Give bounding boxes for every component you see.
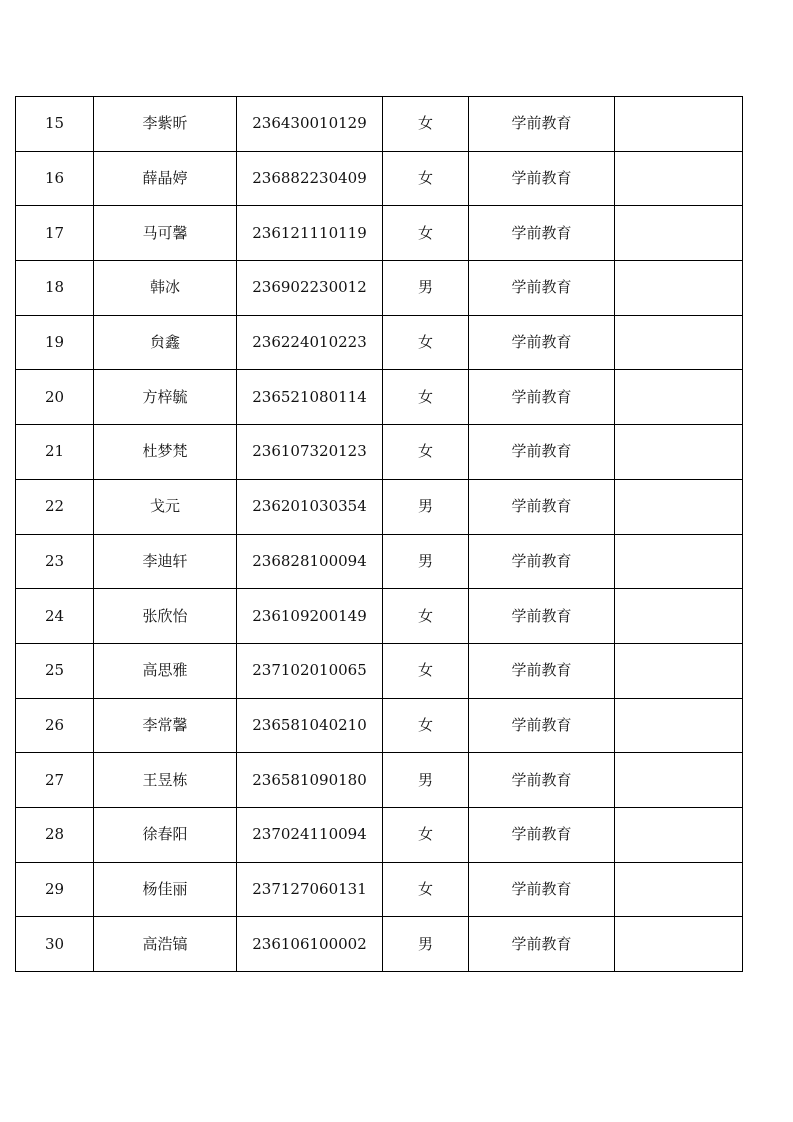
student-gender: 男 [383,479,469,534]
student-name: 王昱栋 [94,753,237,808]
student-name: 戈元 [94,479,237,534]
table-row [16,370,743,425]
row-number: 26 [16,698,94,753]
student-gender: 女 [383,97,469,152]
student-name: 李紫昕 [94,97,237,152]
row-number: 27 [16,753,94,808]
student-name: 薛晶婷 [94,151,237,206]
student-name: 李迪轩 [94,534,237,589]
table-row [16,807,743,862]
student-id: 236121110119 [237,206,383,261]
student-gender: 男 [383,753,469,808]
student-gender: 女 [383,206,469,261]
row-number: 30 [16,917,94,972]
student-id: 236430010129 [237,97,383,152]
table-row [16,753,743,808]
row-number: 23 [16,534,94,589]
student-note [615,753,743,808]
student-id: 236224010223 [237,315,383,370]
student-major: 学前教育 [469,807,615,862]
student-name: 高思雅 [94,643,237,698]
student-major: 学前教育 [469,425,615,480]
student-note [615,370,743,425]
table-row [16,261,743,316]
table-row [16,206,743,261]
student-note [615,479,743,534]
student-name: 贠鑫 [94,315,237,370]
student-gender: 女 [383,589,469,644]
student-note [615,151,743,206]
student-gender: 男 [383,261,469,316]
student-gender: 女 [383,315,469,370]
row-number: 28 [16,807,94,862]
student-major: 学前教育 [469,206,615,261]
student-note [615,315,743,370]
student-major: 学前教育 [469,862,615,917]
student-id: 236106100002 [237,917,383,972]
student-name: 张欣怡 [94,589,237,644]
student-note [615,425,743,480]
student-name: 李常馨 [94,698,237,753]
table-row [16,534,743,589]
student-major: 学前教育 [469,698,615,753]
table-row [16,315,743,370]
student-major: 学前教育 [469,753,615,808]
row-number: 19 [16,315,94,370]
student-id: 236828100094 [237,534,383,589]
student-name: 韩冰 [94,261,237,316]
row-number: 17 [16,206,94,261]
student-gender: 女 [383,698,469,753]
student-major: 学前教育 [469,589,615,644]
table-row [16,917,743,972]
student-major: 学前教育 [469,479,615,534]
student-id: 236581090180 [237,753,383,808]
student-major: 学前教育 [469,643,615,698]
student-note [615,862,743,917]
student-id: 236107320123 [237,425,383,480]
table-row [16,589,743,644]
student-major: 学前教育 [469,151,615,206]
student-note [615,589,743,644]
student-major: 学前教育 [469,534,615,589]
row-number: 24 [16,589,94,644]
student-note [615,261,743,316]
student-gender: 男 [383,917,469,972]
row-number: 18 [16,261,94,316]
student-roster-table [15,96,743,972]
student-gender: 女 [383,643,469,698]
student-id: 236201030354 [237,479,383,534]
table-row [16,151,743,206]
student-name: 高浩镐 [94,917,237,972]
student-id: 237102010065 [237,643,383,698]
student-note [615,917,743,972]
student-major: 学前教育 [469,97,615,152]
student-id: 236581040210 [237,698,383,753]
table-row [16,97,743,152]
table-row [16,479,743,534]
table-row [16,862,743,917]
student-note [615,534,743,589]
student-id: 236902230012 [237,261,383,316]
student-gender: 女 [383,807,469,862]
student-name: 杨佳丽 [94,862,237,917]
row-number: 29 [16,862,94,917]
student-gender: 女 [383,151,469,206]
table-row [16,643,743,698]
student-id: 236882230409 [237,151,383,206]
student-id: 236109200149 [237,589,383,644]
student-id: 237127060131 [237,862,383,917]
student-note [615,97,743,152]
row-number: 21 [16,425,94,480]
student-id: 236521080114 [237,370,383,425]
student-id: 237024110094 [237,807,383,862]
row-number: 15 [16,97,94,152]
student-major: 学前教育 [469,261,615,316]
student-note [615,698,743,753]
table-row [16,698,743,753]
row-number: 25 [16,643,94,698]
row-number: 22 [16,479,94,534]
table-row [16,425,743,480]
row-number: 20 [16,370,94,425]
student-note [615,807,743,862]
row-number: 16 [16,151,94,206]
student-name: 徐春阳 [94,807,237,862]
student-major: 学前教育 [469,370,615,425]
student-gender: 男 [383,534,469,589]
student-major: 学前教育 [469,917,615,972]
student-note [615,643,743,698]
student-gender: 女 [383,862,469,917]
student-note [615,206,743,261]
student-name: 方梓毓 [94,370,237,425]
student-gender: 女 [383,425,469,480]
roster-body [16,97,743,972]
student-gender: 女 [383,370,469,425]
student-name: 杜梦梵 [94,425,237,480]
student-name: 马可馨 [94,206,237,261]
student-major: 学前教育 [469,315,615,370]
